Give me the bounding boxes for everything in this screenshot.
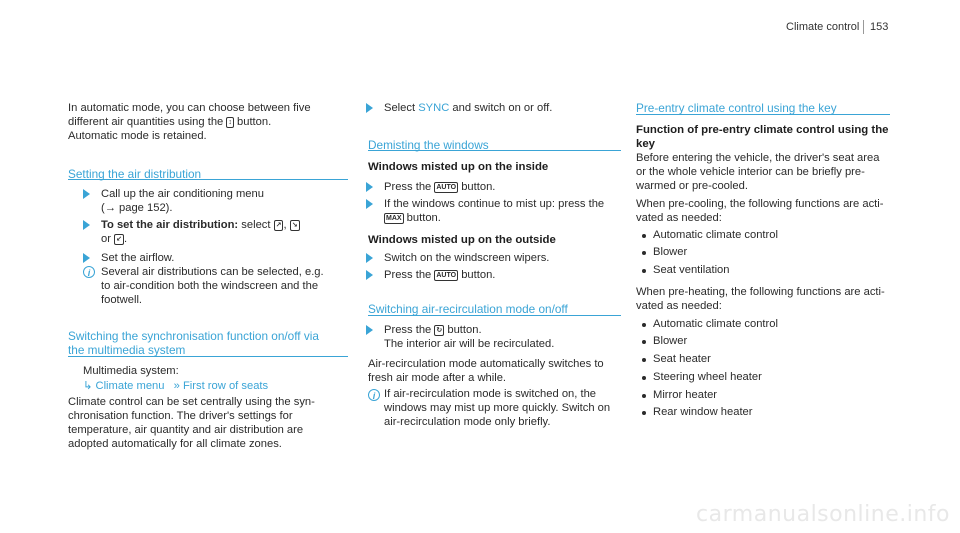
step-bold-label: To set the air distribution: bbox=[101, 219, 239, 231]
outside-subheading: Windows misted up on the outside bbox=[368, 234, 556, 246]
bullet bbox=[642, 376, 646, 380]
sync-body-2: chronisation function. The driver's settings for bbox=[68, 410, 293, 422]
cooling-intro-1: When pre-cooling, the following functions are acti- bbox=[636, 198, 884, 210]
nav-path bbox=[83, 379, 268, 393]
step-arrow-icon bbox=[366, 253, 373, 263]
recirc-body-2: fresh air mode after a while. bbox=[368, 372, 507, 384]
max-button-line bbox=[384, 211, 441, 225]
cooling-item: Blower bbox=[653, 246, 688, 258]
heating-intro-2: vated as needed: bbox=[636, 300, 722, 312]
step-set-airflow-text: Set the airflow. bbox=[101, 252, 175, 264]
if-misted-text: If the windows continue to mist up: press the bbox=[384, 198, 605, 210]
button-word: button. bbox=[461, 181, 496, 193]
bullet bbox=[642, 340, 646, 344]
button-word: button. bbox=[406, 212, 441, 224]
cooling-item: Seat ventilation bbox=[653, 264, 730, 276]
setting-rule bbox=[68, 179, 348, 180]
recirc-heading: Switching air-recirculation mode on/off bbox=[368, 302, 568, 316]
air-dist-body-icon: ↘ bbox=[291, 222, 298, 229]
heating-item: Mirror heater bbox=[653, 389, 718, 401]
pre-entry-body-1: Before entering the vehicle, the driver's seat area bbox=[636, 152, 880, 164]
heating-item: Steering wheel heater bbox=[653, 371, 762, 383]
note-line-1: Several air distributions can be selected, e.g. bbox=[101, 266, 324, 278]
heating-item: Blower bbox=[653, 335, 688, 347]
select-word: Select bbox=[384, 102, 416, 114]
intro-line-2-end: button. bbox=[237, 116, 272, 128]
nav-first-row[interactable]: First row of seats bbox=[182, 380, 269, 392]
pre-entry-body-3: warmed or pre-cooled. bbox=[636, 180, 748, 192]
intro-line-2-text: different air quantities using the bbox=[68, 116, 224, 128]
demist-rule bbox=[368, 150, 621, 151]
sync-option[interactable]: SYNC bbox=[418, 102, 450, 114]
multimedia-label: Multimedia system: bbox=[83, 365, 179, 377]
demist-heading: Demisting the windows bbox=[368, 138, 489, 152]
info-icon: i bbox=[368, 389, 380, 401]
recirc-note: The interior air will be recirculated. bbox=[384, 338, 555, 350]
step-arrow-icon bbox=[366, 199, 373, 209]
nav-climate-menu[interactable]: Climate menu bbox=[95, 380, 165, 392]
sync-body-4: adopted automatically for all climate zones. bbox=[68, 438, 282, 450]
sync-rule bbox=[68, 356, 348, 357]
sync-heading-line-2: the multimedia system bbox=[68, 343, 186, 357]
step-arrow-icon bbox=[83, 220, 90, 230]
bullet bbox=[642, 323, 646, 327]
step-arrow-icon bbox=[366, 270, 373, 280]
pre-entry-body-2: or the whole vehicle interior can be briefly pre- bbox=[636, 166, 865, 178]
pre-entry-sub-2: key bbox=[636, 138, 656, 150]
step-call-menu-text: Call up the air conditioning menu bbox=[101, 188, 264, 200]
sync-heading-line-1: Switching the synchronisation function on/off via bbox=[68, 329, 319, 343]
nav-forward-icon: » bbox=[173, 380, 180, 392]
press-the: Press the bbox=[384, 181, 432, 193]
recirc-info-2: windows may mist up more quickly. Switch on bbox=[384, 402, 611, 414]
heating-item: Automatic climate control bbox=[653, 318, 778, 330]
page-number: 153 bbox=[870, 21, 889, 33]
note-line-3: footwell. bbox=[101, 294, 143, 306]
step-set-distribution-text: To set the air distribution: select ↗ , ↘ bbox=[101, 219, 298, 231]
step-press-auto-text bbox=[384, 180, 495, 194]
bullet bbox=[642, 234, 646, 238]
step-press-recirc-text bbox=[384, 323, 482, 337]
watermark: carmanualsonline.info bbox=[696, 502, 950, 527]
recirc-rule bbox=[368, 315, 621, 316]
recirc-info-1: If air-recirculation mode is switched on, the bbox=[384, 388, 597, 400]
recirculation-icon: ↻ bbox=[436, 327, 443, 334]
step-arrow-icon bbox=[366, 182, 373, 192]
air-dist-windscreen-icon: ↗ bbox=[275, 222, 282, 229]
step-arrow-icon bbox=[366, 325, 373, 335]
wipers-text: Switch on the windscreen wipers. bbox=[384, 252, 550, 264]
note-line-2: to air-condition both the windscreen and the bbox=[101, 280, 319, 292]
press-the: Press the bbox=[384, 269, 432, 281]
bullet bbox=[642, 394, 646, 398]
select-rest: and switch on or off. bbox=[452, 102, 553, 114]
bullet bbox=[642, 269, 646, 273]
air-dist-footwell-icon: ↙ bbox=[116, 236, 122, 243]
info-icon: i bbox=[83, 266, 95, 278]
cooling-item: Automatic climate control bbox=[653, 229, 778, 241]
nav-arrow-icon: ↳ bbox=[83, 380, 93, 392]
sync-body-1: Climate control can be set centrally using the syn- bbox=[68, 396, 315, 408]
air-quantity-icon: ↕ bbox=[228, 119, 232, 126]
heating-intro-1: When pre-heating, the following functions are acti- bbox=[636, 286, 885, 298]
pre-entry-sub-1: Function of pre-entry climate control using the bbox=[636, 124, 889, 136]
button-word: button. bbox=[461, 269, 496, 281]
auto-button-icon: AUTO bbox=[436, 184, 457, 191]
step-press-auto-2-text bbox=[384, 268, 495, 282]
intro-line-1: In automatic mode, you can choose between five bbox=[68, 102, 311, 114]
intro-line-3: Automatic mode is retained. bbox=[68, 130, 207, 142]
heating-item: Seat heater bbox=[653, 353, 711, 365]
cooling-intro-2: vated as needed: bbox=[636, 212, 722, 224]
bullet bbox=[642, 251, 646, 255]
recirc-info-3: air-recirculation mode only briefly. bbox=[384, 416, 551, 428]
auto-button-icon: AUTO bbox=[436, 272, 457, 279]
inside-subheading: Windows misted up on the inside bbox=[368, 161, 549, 173]
bullet bbox=[642, 411, 646, 415]
pre-entry-rule bbox=[636, 114, 890, 115]
step-arrow-icon bbox=[83, 253, 90, 263]
button-word: button. bbox=[447, 324, 482, 336]
step-select-sync-text bbox=[384, 101, 552, 115]
max-defrost-icon: MAX bbox=[386, 215, 402, 222]
pre-entry-heading: Pre-entry climate control using the key bbox=[636, 101, 837, 115]
press-the: Press the bbox=[384, 324, 432, 336]
recirc-body-1: Air-recirculation mode automatically switches to bbox=[368, 358, 604, 370]
sync-body-3: temperature, air quantity and air distribution are bbox=[68, 424, 304, 436]
header-divider bbox=[863, 20, 864, 34]
step-arrow-icon bbox=[366, 103, 373, 113]
step-page-ref: (→ page 152). bbox=[101, 202, 173, 214]
intro-line-2 bbox=[68, 115, 271, 129]
step-or-line: or ↙ . bbox=[101, 233, 128, 245]
heating-item: Rear window heater bbox=[653, 406, 753, 418]
section-title: Climate control bbox=[786, 21, 860, 33]
setting-heading: Setting the air distribution bbox=[68, 167, 202, 181]
step-rest: select bbox=[238, 219, 271, 231]
step-arrow-icon bbox=[83, 189, 90, 199]
or-word: or bbox=[101, 233, 111, 245]
bullet bbox=[642, 358, 646, 362]
